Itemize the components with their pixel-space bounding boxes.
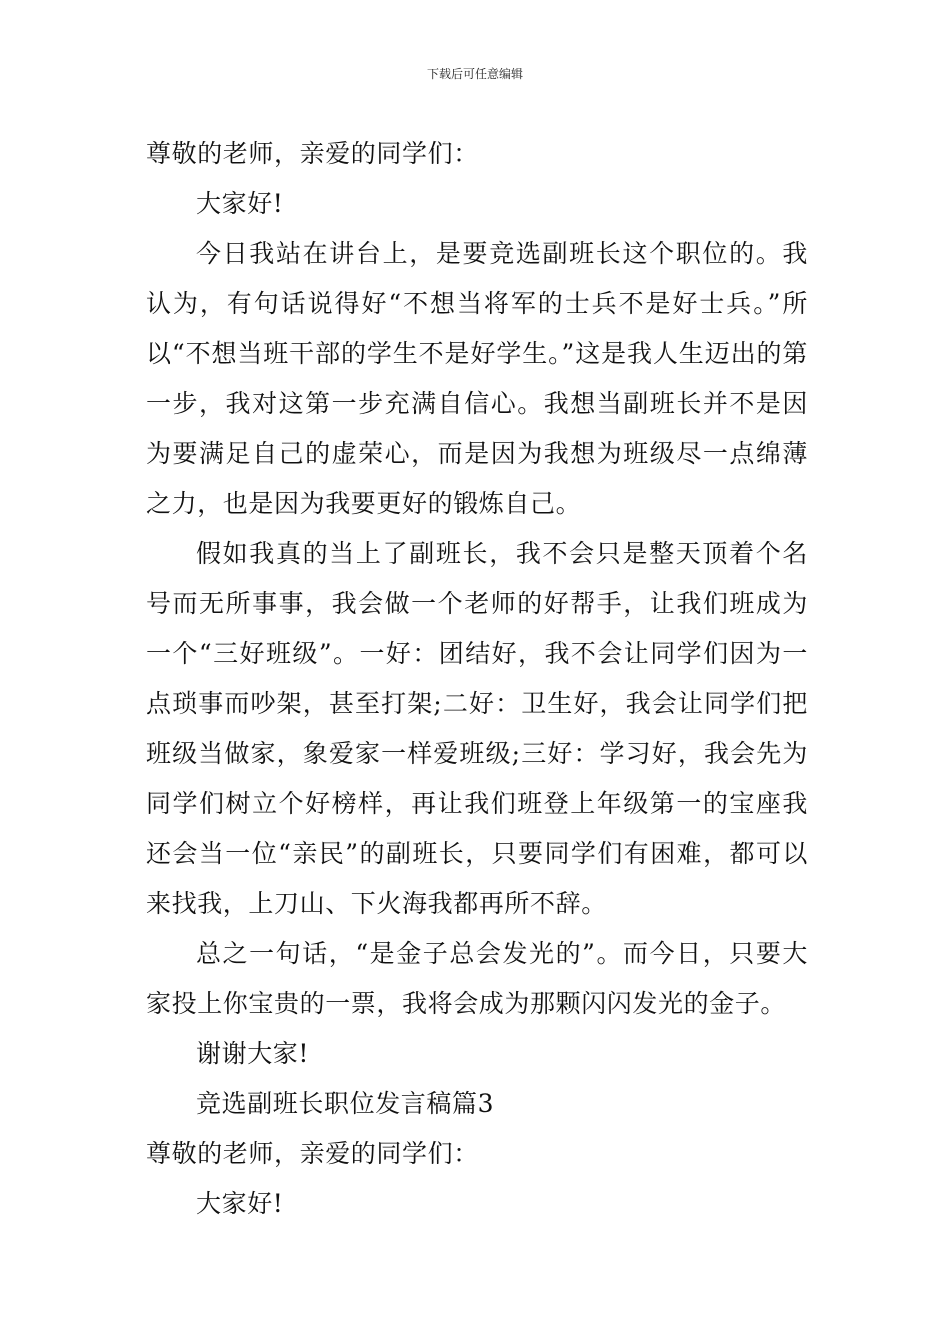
document-body <box>146 129 808 1229</box>
salutation: 尊敬的老师，亲爱的同学们： <box>146 139 479 168</box>
header-note: 下载后可任意编辑 <box>426 67 523 81</box>
body-paragraph-intro: 今日我站在讲台上，是要竞选副班长这个职位的。我认为，有句话说得好“不想当将军的士兵不是好士兵。”所以“不想当班干部的学生不是好学生。”这是我人生迈出的第一步，我对这第一步充满自信心。我想当副班长并不是因为要满足自己的虚荣心，而是因为我想为班级尽一点绵薄之力，也是因为我要更好的锻炼自己。 <box>146 239 808 518</box>
section-title: 竞选副班长职位发言稿篇3 <box>196 1089 495 1118</box>
salutation-2: 尊敬的老师，亲爱的同学们： <box>146 1139 479 1168</box>
body-paragraph-plan: 假如我真的当上了副班长，我不会只是整天顶着个名号而无所事事，我会做一个老师的好帮手，让我们班成为一个“三好班级”。一好：团结好，我不会让同学们因为一点琐事而吵架，甚至打架;二好：卫生好，我会让同学们把班级当做家，象爱家一样爱班级;三好：学习好，我会先为同学们树立个好榜样，再让我们班登上年级第一的宝座我还会当一位“亲民”的副班长，只要同学们有困难，都可以来找我，上刀山、下火海我都再所不辞。 <box>146 539 808 918</box>
closing-thanks: 谢谢大家! <box>196 1039 310 1068</box>
greeting-2: 大家好! <box>196 1189 284 1218</box>
greeting: 大家好! <box>196 189 284 218</box>
body-paragraph-conclusion: 总之一句话，“是金子总会发光的”。而今日，只要大家投上你宝贵的一票，我将会成为那颗闪闪发光的金子。 <box>146 939 808 1018</box>
